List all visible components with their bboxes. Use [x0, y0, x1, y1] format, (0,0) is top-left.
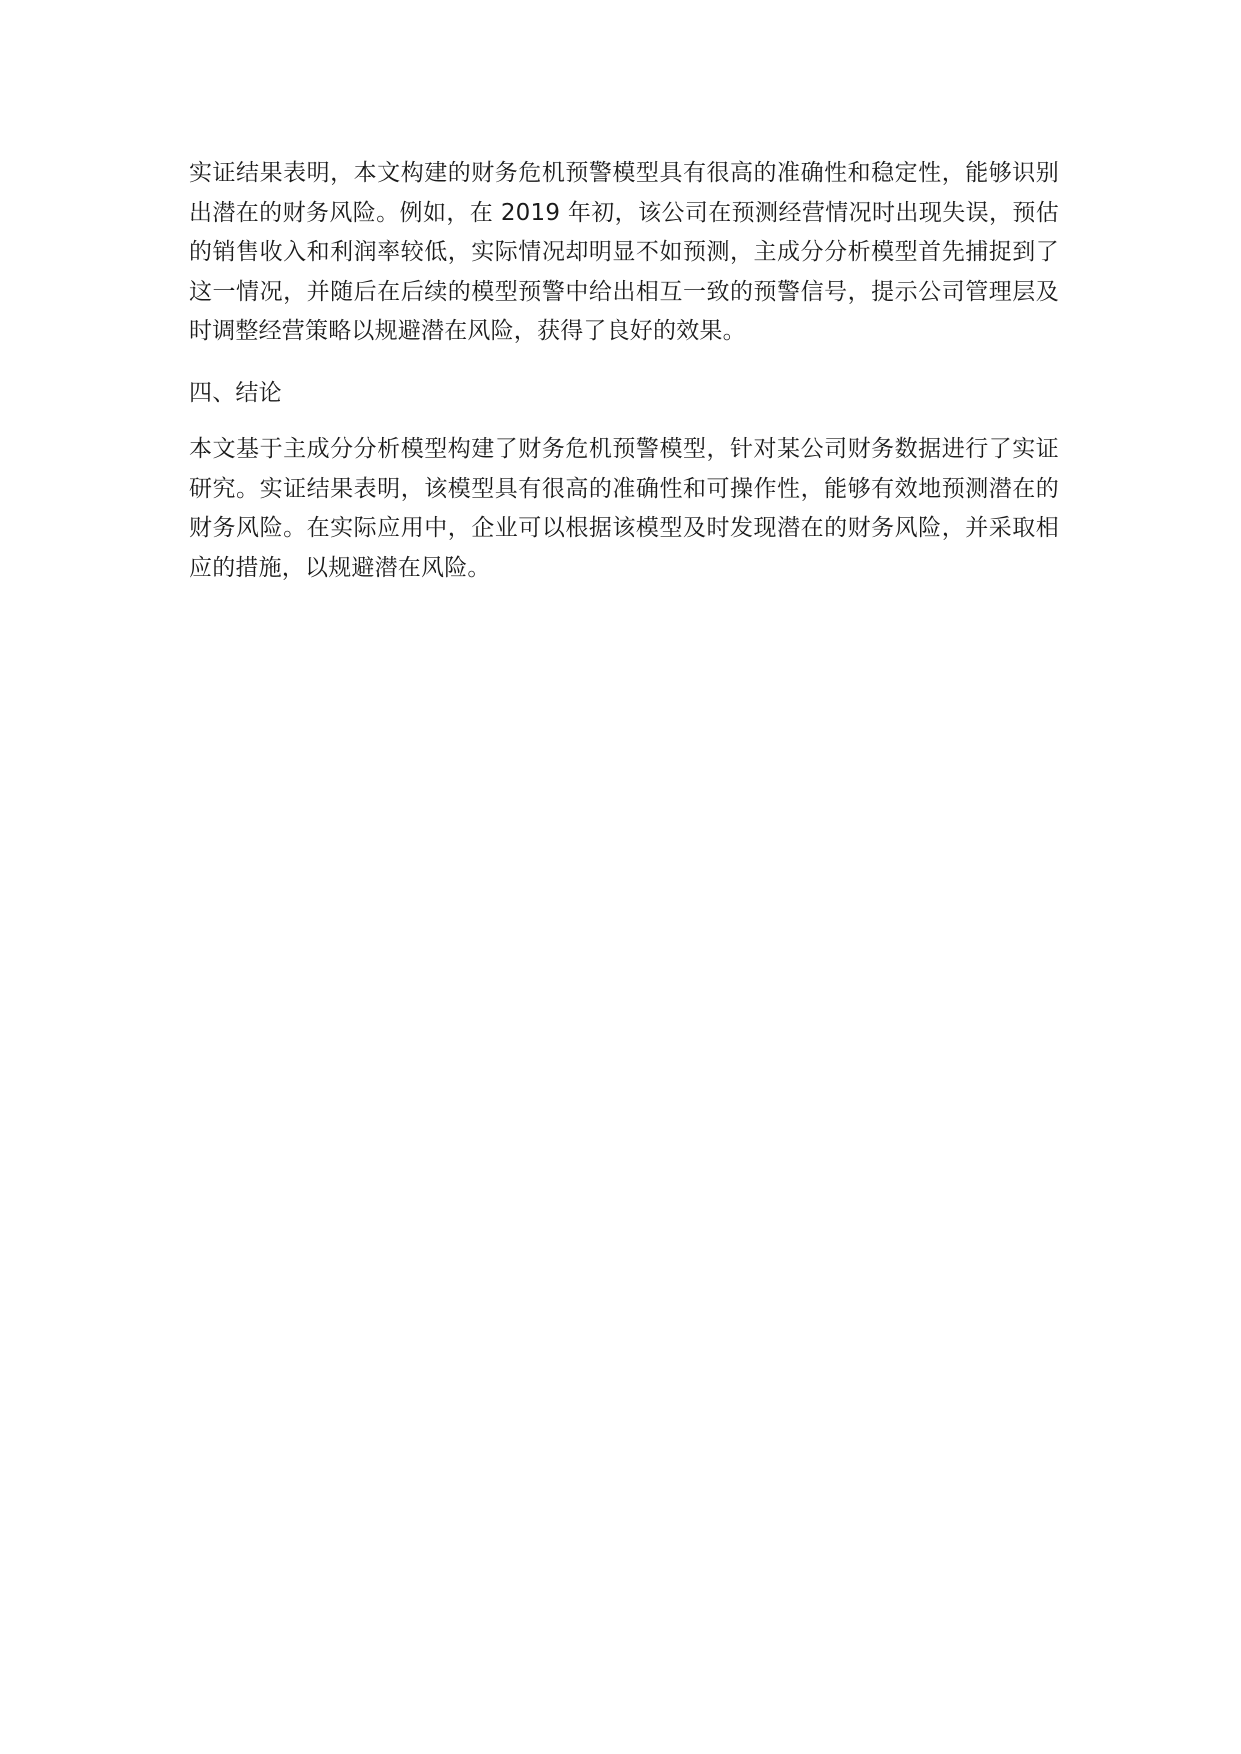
section-heading-conclusion: 四、结论: [189, 379, 282, 406]
paragraph-conclusion: 本文基于主成分分析模型构建了财务危机预警模型，针对某公司财务数据进行了实证研究。实证结果表明，该模型具有很高的准确性和可操作性，能够有效地预测潜在的财务风险。在实际应用中，企业可以根据该模型及时发现潜在的财务风险，并采取相应的措施，以规避潜在风险。: [189, 436, 1059, 581]
document-page: [189, 154, 1059, 610]
paragraph-empirical-results: 实证结果表明，本文构建的财务危机预警模型具有很高的准确性和稳定性，能够识别出潜在的财务风险。例如，在 2019 年初，该公司在预测经营情况时出现失误，预估的销售收入和利润率较低，实际情况却明显不如预测，主成分分析模型首先捕捉到了这一情况，并随后在后续的模型预警中给出相互一致的预警信号，提示公司管理层及时调整经营策略以规避潜在风险，获得了良好的效果。: [189, 160, 1059, 344]
